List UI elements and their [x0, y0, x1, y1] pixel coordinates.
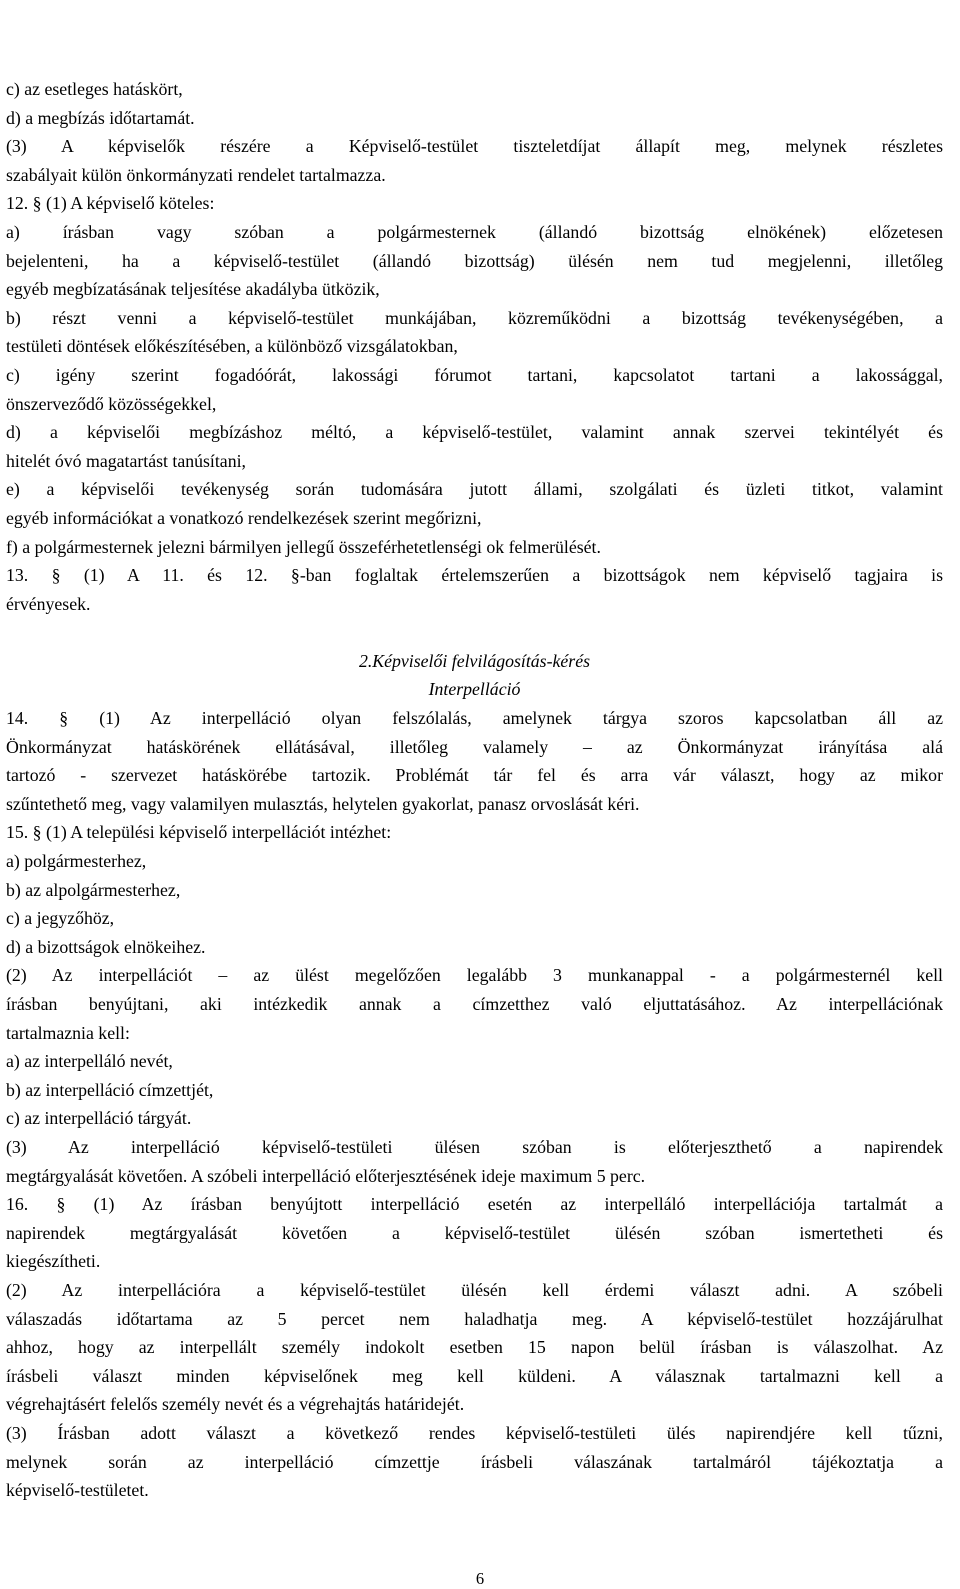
- text-line: hitelét óvó magatartást tanúsítani,: [6, 450, 246, 471]
- text-line: bejelenteni, ha a képviselő-testület (állandó bizottság) ülésén nem tud megjelenni, illetőleg: [6, 250, 943, 271]
- blank-line: [6, 618, 943, 647]
- text-line: c) az interpelláció tárgyát.: [6, 1108, 192, 1129]
- text-line: a) polgármesterhez,: [6, 851, 147, 872]
- text-line: (3) Az interpelláció képviselő-testületi ülésen szóban is előterjeszthető a napirendek: [6, 1136, 943, 1157]
- text-line: (3) Írásban adott választ a következő rendes képviselő-testületi ülés napirendjére kell tűzni,: [6, 1422, 943, 1443]
- text-line: szabályait külön önkormányzati rendelet tartalmazza.: [6, 164, 386, 185]
- text-line: ahhoz, hogy az interpellált személy indokolt esetben 15 napon belül írásban is válaszolhat. Az: [6, 1337, 943, 1358]
- text-line: d) a képviselői megbízáshoz méltó, a képviselő-testület, valamint annak szervei tekintélyét és: [6, 422, 943, 443]
- text-line: önszerveződő közösségekkel,: [6, 393, 217, 414]
- text-line: b) az interpelláció címzettjét,: [6, 1079, 214, 1100]
- text-line: e) a képviselői tevékenység során tudomására jutott állami, szolgálati és üzleti titkot, valamint: [6, 479, 943, 500]
- text-line: írásban benyújtani, aki intézkedik annak a címzetthez való eljuttatásához. Az interpellációnak: [6, 994, 943, 1014]
- text-line: érvényesek.: [6, 593, 91, 614]
- text-line: tartozó - szervezet hatáskörébe tartozik. Problémát tár fel és arra vár választ, hogy az mikor: [6, 765, 943, 786]
- text-line: kiegészítheti.: [6, 1251, 101, 1272]
- text-line: egyéb információkat a vonatkozó rendelkezések szerint megőrizni,: [6, 507, 482, 528]
- text-line: d) a megbízás időtartamát.: [6, 107, 195, 128]
- text-line: napirendek megtárgyalását követően a képviselő-testület ülésén szóban ismertetheti és: [6, 1222, 943, 1243]
- text-line: megtárgyalását követően. A szóbeli interpelláció előterjesztésének ideje maximum 5 perc.: [6, 1165, 646, 1186]
- page-number: 6: [475, 1569, 485, 1588]
- text-line: (2) Az interpellációra a képviselő-testület ülésén kell érdemi választ adni. A szóbeli: [6, 1279, 943, 1300]
- text-line: 16. § (1) Az írásban benyújtott interpelláció esetén az interpelláló interpellációja tartalmát a: [6, 1194, 943, 1215]
- text-line: végrehajtásért felelős személy nevét és a végrehajtás határidejét.: [6, 1394, 465, 1415]
- text-line: melynek során az interpelláció címzettje írásbeli válaszának tartalmáról tájékoztatja a: [6, 1451, 943, 1472]
- text-line: 13. § (1) A 11. és 12. §-ban foglaltak értelemszerűen a bizottságok nem képviselő tagjaira is: [6, 565, 943, 586]
- section-subheading: Interpelláció: [428, 679, 521, 700]
- text-line: c) igény szerint fogadóórát, lakossági fórumot tartani, kapcsolatot tartani a lakossággal,: [6, 364, 943, 385]
- text-line: c) a jegyzőhöz,: [6, 908, 115, 929]
- text-line: a) az interpelláló nevét,: [6, 1051, 173, 1072]
- text-line: tartalmaznia kell:: [6, 1022, 130, 1043]
- section-heading: 2.Képviselői felvilágosítás-kérés: [358, 650, 591, 671]
- section-paragraphs-after: [6, 704, 943, 1505]
- text-line: f) a polgármesternek jelezni bármilyen jellegű összeférhetetlenségi ok felmerülését.: [6, 536, 601, 557]
- document-body: [6, 75, 943, 1505]
- text-line: válaszadás időtartama az 5 percet nem haladhatja meg. A képviselő-testület hozzájárulhat: [6, 1308, 943, 1329]
- text-line: szűntethető meg, vagy valamilyen mulasztás, helytelen gyakorlat, panasz orvoslását kéri.: [6, 793, 640, 814]
- text-line: c) az esetleges hatáskört,: [6, 79, 183, 99]
- text-line: egyéb megbízatásának teljesítése akadályba ütközik,: [6, 279, 380, 300]
- text-line: képviselő-testületet.: [6, 1480, 149, 1501]
- text-line: testületi döntések előkészítésében, a különböző vizsgálatokban,: [6, 336, 458, 357]
- section-paragraphs-before: [6, 75, 943, 618]
- text-line: 15. § (1) A települési képviselő interpellációt intézhet:: [6, 822, 392, 843]
- text-line: b) részt venni a képviselő-testület munkájában, közreműködni a bizottság tevékenységében, a: [6, 307, 943, 328]
- text-line: d) a bizottságok elnökeihez.: [6, 936, 206, 957]
- text-line: 12. § (1) A képviselő köteles:: [6, 193, 215, 214]
- text-line: a) írásban vagy szóban a polgármesternek (állandó bizottság elnökének) előzetesen: [6, 221, 943, 242]
- text-line: 14. § (1) Az interpelláció olyan felszólalás, amelynek tárgya szoros kapcsolatban áll az: [6, 708, 943, 729]
- text-line: (2) Az interpellációt – az ülést megelőzően legalább 3 munkanappal - a polgármesternél kell: [6, 965, 943, 986]
- text-line: (3) A képviselők részére a Képviselő-testület tiszteletdíjat állapít meg, melynek részletes: [6, 136, 943, 157]
- text-line: írásbeli választ minden képviselőnek meg kell küldeni. A válasznak tartalmazni kell a: [6, 1365, 943, 1386]
- text-line: b) az alpolgármesterhez,: [6, 879, 181, 900]
- text-line: Önkormányzat hatáskörének ellátásával, illetőleg valamely – az Önkormányzat irányítása alá: [6, 736, 943, 757]
